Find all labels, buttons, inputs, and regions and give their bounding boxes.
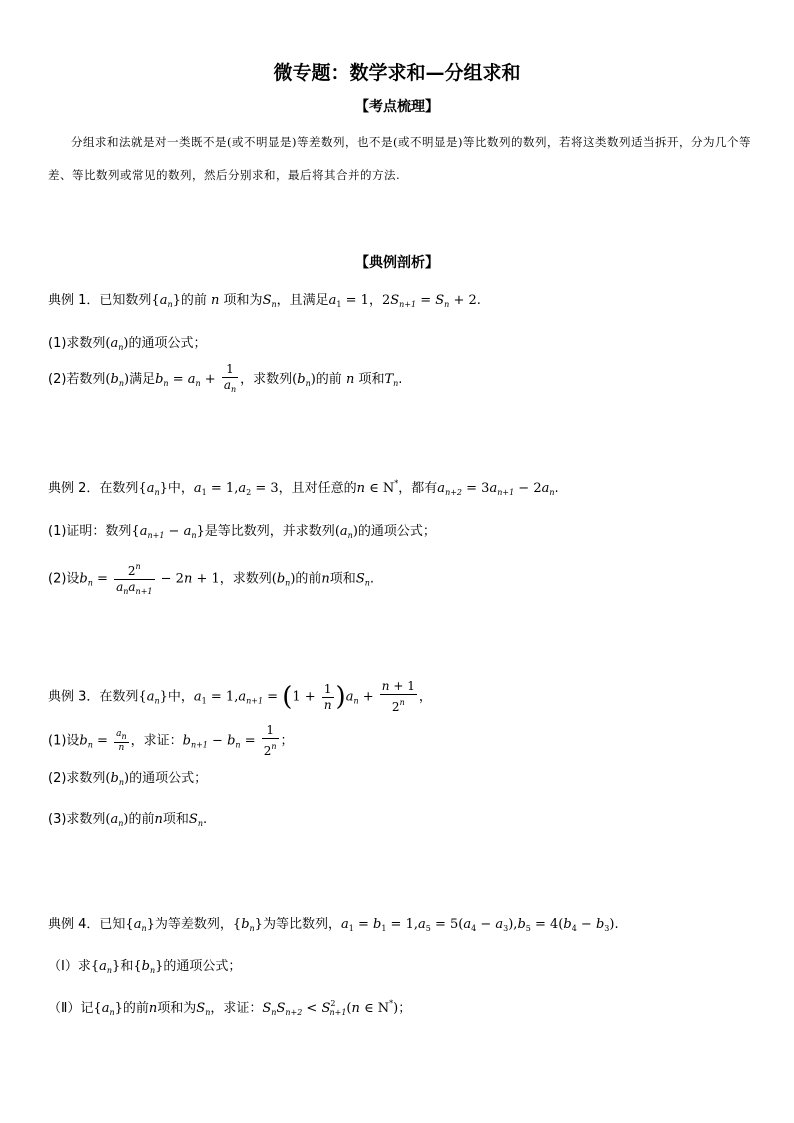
example-2-question-1: (1)证明：数列$\{a_{n+1} - a_n\}$是等比数列，并求数列$(a_n)$的通项公式； — [48, 524, 436, 540]
example-1-question-2: (2)若数列$(b_n)$满足$b_n = a_n$ + $\frac{1}{a_n}$ ，求数列$(b_n)$的前 n 项和$T_n$. — [48, 362, 402, 397]
example-3-question-2: (2)求数列$(b_n)$的通项公式； — [48, 771, 208, 787]
example-1-question-1: (1)求数列$(a_n)$的通项公式； — [48, 336, 207, 352]
example-3-question-3: (3)求数列$(a_n)$的前n项和$S_n$. — [48, 812, 208, 828]
fraction: $\frac{2^n}{a_na_{n+1}}$ — [114, 559, 154, 599]
example-2-statement: 典例 2．在数列$\{a_n\}$中，$a_1 = 1,a_2 = 3$，且对任意的n ∈ N*，都有$a_{n+2} = 3a_{n+1} - 2a_n$. — [48, 479, 559, 497]
example-4-question-2: （Ⅱ）记$\{a_n\}$的前n项和为$S_n$，求证：$S_nS_{n+2} < S^2_{n+1}(n$ ∈ N*)； — [48, 999, 412, 1017]
example-4-question-1: （Ⅰ）求$\{a_n\}$和$\{b_n\}$的通项公式； — [48, 959, 242, 975]
page-title: 微专题：数学求和—分组求和 — [273, 62, 521, 84]
section-heading-examples: 【典例剖析】 — [355, 255, 439, 271]
fraction: $\frac{a_n}{n}$ — [116, 729, 127, 753]
intro-paragraph: 分组求和法就是对一类既不是(或不明显是)等差数列，也不是(或不明显是)等比数列的数列，若将这类数列适当拆开，分为几个等差、等比数列或常见的数列，然后分别求和，最后将其合并的方法. — [48, 135, 751, 182]
fraction: $\frac{n + 1}{2^n}$ — [381, 679, 415, 714]
example-3-question-1: (1)设$b_n$ = $\frac{a_n}{n}$ ，求证：$b_{n+1} - b_n$ = $\frac{1}{2^n}$ ； — [48, 723, 294, 758]
example-4-statement: 典例 4．已知$\{a_n\}$为等差数列，$\{b_n\}$为等比数列，$a_1 = b_1 = 1,a_5 = 5(a_4 - a_3),b_5 = 4(b_4 - b_3)$. — [48, 917, 619, 933]
example-1-statement: 典例 1．已知数列$\{a_n\}$的前 n 项和为$S_n$，且满足$a_1 = 1$，$2S_{n+1} = S_n + 2$. — [48, 293, 481, 309]
fraction: $\frac{1}{2^n}$ — [263, 723, 277, 758]
fraction: $\frac{1}{n}$ — [323, 681, 332, 712]
example-3-statement: 典例 3．在数列$\{a_n\}$中，$a_1 = 1,a_{n+1} = (1$ + $\frac{1}{n}$ )$a_n$ + $\frac{n + 1}{2^n}$ ， — [48, 679, 432, 714]
fraction: $\frac{1}{a_n}$ — [223, 362, 237, 394]
example-2-question-2: (2)设$b_n$ = $\frac{2^n}{a_na_{n+1}}$ − 2n + 1，求数列$(b_n)$的前n项和$S_n$. — [48, 559, 374, 599]
section-heading-review: 【考点梳理】 — [355, 99, 439, 115]
